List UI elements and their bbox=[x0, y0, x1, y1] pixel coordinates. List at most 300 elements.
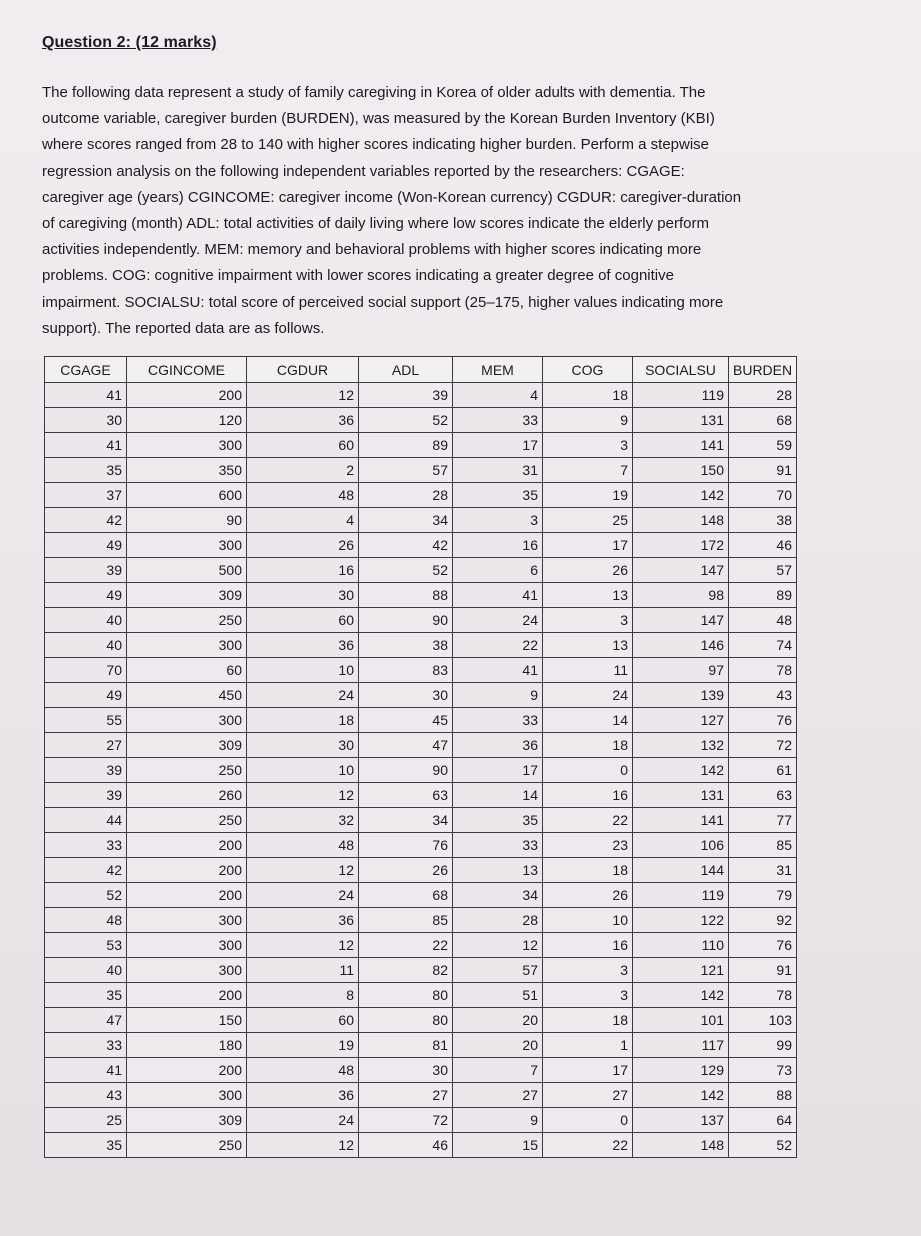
table-row bbox=[45, 558, 797, 583]
cell-mem: 4 bbox=[453, 383, 543, 408]
cell-burden: 63 bbox=[729, 783, 797, 808]
cell-burden: 88 bbox=[729, 1083, 797, 1108]
cell-mem: 33 bbox=[453, 833, 543, 858]
table-row bbox=[45, 458, 797, 483]
cell-socialsu: 148 bbox=[633, 508, 729, 533]
cell-cgincome: 300 bbox=[127, 533, 247, 558]
table-row bbox=[45, 908, 797, 933]
cell-socialsu: 119 bbox=[633, 383, 729, 408]
cell-socialsu: 121 bbox=[633, 958, 729, 983]
cell-mem: 15 bbox=[453, 1133, 543, 1158]
table-row bbox=[45, 1133, 797, 1158]
paragraph-line: problems. COG: cognitive impairment with lower scores indicating a greater degree of cognitive bbox=[42, 267, 674, 285]
cell-burden: 79 bbox=[729, 883, 797, 908]
cell-cgincome: 90 bbox=[127, 508, 247, 533]
cell-mem: 33 bbox=[453, 708, 543, 733]
cell-cgincome: 300 bbox=[127, 433, 247, 458]
cell-mem: 9 bbox=[453, 1108, 543, 1133]
cell-socialsu: 131 bbox=[633, 408, 729, 433]
cell-mem: 20 bbox=[453, 1008, 543, 1033]
cell-adl: 82 bbox=[359, 958, 453, 983]
cell-cog: 27 bbox=[543, 1083, 633, 1108]
table-row bbox=[45, 958, 797, 983]
cell-adl: 46 bbox=[359, 1133, 453, 1158]
table-row bbox=[45, 758, 797, 783]
paragraph-line: of caregiving (month) ADL: total activities of daily living where low scores indicate the elderly perform bbox=[42, 215, 709, 233]
cell-cgincome: 600 bbox=[127, 483, 247, 508]
cell-mem: 41 bbox=[453, 583, 543, 608]
cell-burden: 38 bbox=[729, 508, 797, 533]
cell-cgage: 52 bbox=[45, 883, 127, 908]
cell-cgdur: 48 bbox=[247, 483, 359, 508]
cell-cog: 3 bbox=[543, 433, 633, 458]
cell-mem: 35 bbox=[453, 808, 543, 833]
cell-cgdur: 48 bbox=[247, 1058, 359, 1083]
cell-cgage: 35 bbox=[45, 1133, 127, 1158]
cell-cgincome: 300 bbox=[127, 908, 247, 933]
cell-cgincome: 200 bbox=[127, 858, 247, 883]
cell-adl: 57 bbox=[359, 458, 453, 483]
cell-cgincome: 500 bbox=[127, 558, 247, 583]
column-header-cgincome: CGINCOME bbox=[127, 357, 247, 383]
cell-cgage: 53 bbox=[45, 933, 127, 958]
cell-burden: 52 bbox=[729, 1133, 797, 1158]
cell-cgdur: 30 bbox=[247, 733, 359, 758]
cell-cog: 26 bbox=[543, 558, 633, 583]
cell-cgdur: 10 bbox=[247, 758, 359, 783]
table-row bbox=[45, 858, 797, 883]
cell-cog: 0 bbox=[543, 758, 633, 783]
cell-cog: 11 bbox=[543, 658, 633, 683]
cell-cgdur: 36 bbox=[247, 908, 359, 933]
cell-cgdur: 2 bbox=[247, 458, 359, 483]
cell-cgage: 37 bbox=[45, 483, 127, 508]
cell-burden: 31 bbox=[729, 858, 797, 883]
paragraph-line: caregiver age (years) CGINCOME: caregiver income (Won-Korean currency) CGDUR: caregiver-duration bbox=[42, 188, 742, 206]
cell-adl: 80 bbox=[359, 1008, 453, 1033]
cell-socialsu: 142 bbox=[633, 758, 729, 783]
cell-mem: 27 bbox=[453, 1083, 543, 1108]
cell-cgage: 42 bbox=[45, 858, 127, 883]
cell-adl: 63 bbox=[359, 783, 453, 808]
cell-cog: 19 bbox=[543, 483, 633, 508]
cell-mem: 33 bbox=[453, 408, 543, 433]
cell-burden: 64 bbox=[729, 1108, 797, 1133]
cell-burden: 91 bbox=[729, 458, 797, 483]
cell-cgdur: 12 bbox=[247, 383, 359, 408]
cell-cgage: 55 bbox=[45, 708, 127, 733]
table-row bbox=[45, 583, 797, 608]
cell-cgage: 49 bbox=[45, 583, 127, 608]
column-header-mem: MEM bbox=[453, 357, 543, 383]
cell-socialsu: 101 bbox=[633, 1008, 729, 1033]
cell-burden: 85 bbox=[729, 833, 797, 858]
cell-cgdur: 24 bbox=[247, 883, 359, 908]
cell-cgincome: 300 bbox=[127, 933, 247, 958]
cell-cgdur: 60 bbox=[247, 1008, 359, 1033]
cell-cog: 26 bbox=[543, 883, 633, 908]
cell-burden: 28 bbox=[729, 383, 797, 408]
cell-cog: 22 bbox=[543, 808, 633, 833]
cell-cgincome: 200 bbox=[127, 1058, 247, 1083]
cell-burden: 78 bbox=[729, 658, 797, 683]
cell-cgincome: 300 bbox=[127, 708, 247, 733]
cell-cgage: 43 bbox=[45, 1083, 127, 1108]
cell-cog: 18 bbox=[543, 733, 633, 758]
cell-mem: 16 bbox=[453, 533, 543, 558]
cell-cgdur: 36 bbox=[247, 1083, 359, 1108]
cell-cgdur: 36 bbox=[247, 408, 359, 433]
cell-adl: 38 bbox=[359, 633, 453, 658]
table-row bbox=[45, 483, 797, 508]
cell-cgincome: 260 bbox=[127, 783, 247, 808]
cell-adl: 39 bbox=[359, 383, 453, 408]
cell-cgdur: 60 bbox=[247, 433, 359, 458]
cell-cgincome: 150 bbox=[127, 1008, 247, 1033]
cell-mem: 9 bbox=[453, 683, 543, 708]
cell-mem: 13 bbox=[453, 858, 543, 883]
cell-adl: 42 bbox=[359, 533, 453, 558]
cell-cgage: 40 bbox=[45, 608, 127, 633]
cell-cgincome: 300 bbox=[127, 633, 247, 658]
cell-burden: 43 bbox=[729, 683, 797, 708]
cell-burden: 99 bbox=[729, 1033, 797, 1058]
cell-cgdur: 24 bbox=[247, 683, 359, 708]
cell-cgage: 49 bbox=[45, 533, 127, 558]
cell-mem: 6 bbox=[453, 558, 543, 583]
cell-mem: 14 bbox=[453, 783, 543, 808]
cell-mem: 31 bbox=[453, 458, 543, 483]
cell-socialsu: 147 bbox=[633, 608, 729, 633]
cell-burden: 74 bbox=[729, 633, 797, 658]
cell-cgage: 27 bbox=[45, 733, 127, 758]
cell-cgage: 25 bbox=[45, 1108, 127, 1133]
cell-socialsu: 172 bbox=[633, 533, 729, 558]
cell-cog: 16 bbox=[543, 933, 633, 958]
cell-cgage: 40 bbox=[45, 633, 127, 658]
cell-socialsu: 142 bbox=[633, 983, 729, 1008]
cell-mem: 7 bbox=[453, 1058, 543, 1083]
cell-burden: 46 bbox=[729, 533, 797, 558]
table-row bbox=[45, 1033, 797, 1058]
cell-adl: 90 bbox=[359, 758, 453, 783]
cell-socialsu: 110 bbox=[633, 933, 729, 958]
cell-socialsu: 141 bbox=[633, 808, 729, 833]
cell-socialsu: 141 bbox=[633, 433, 729, 458]
cell-cgincome: 200 bbox=[127, 383, 247, 408]
question-paragraph bbox=[42, 80, 862, 342]
cell-mem: 3 bbox=[453, 508, 543, 533]
cell-socialsu: 117 bbox=[633, 1033, 729, 1058]
cell-socialsu: 97 bbox=[633, 658, 729, 683]
table-row bbox=[45, 1083, 797, 1108]
cell-cog: 9 bbox=[543, 408, 633, 433]
table-row bbox=[45, 408, 797, 433]
cell-cgdur: 11 bbox=[247, 958, 359, 983]
cell-socialsu: 131 bbox=[633, 783, 729, 808]
cell-cog: 25 bbox=[543, 508, 633, 533]
cell-burden: 77 bbox=[729, 808, 797, 833]
table-row bbox=[45, 733, 797, 758]
cell-socialsu: 122 bbox=[633, 908, 729, 933]
cell-mem: 17 bbox=[453, 758, 543, 783]
cell-cgdur: 24 bbox=[247, 1108, 359, 1133]
paragraph-line: impairment. SOCIALSU: total score of perceived social support (25–175, higher values indicating more bbox=[42, 293, 724, 311]
cell-cog: 23 bbox=[543, 833, 633, 858]
cell-burden: 78 bbox=[729, 983, 797, 1008]
cell-cgincome: 309 bbox=[127, 1108, 247, 1133]
cell-burden: 91 bbox=[729, 958, 797, 983]
cell-cgage: 30 bbox=[45, 408, 127, 433]
cell-cgage: 33 bbox=[45, 1033, 127, 1058]
cell-mem: 22 bbox=[453, 633, 543, 658]
cell-cgdur: 12 bbox=[247, 933, 359, 958]
cell-burden: 89 bbox=[729, 583, 797, 608]
cell-burden: 76 bbox=[729, 933, 797, 958]
cell-cgage: 39 bbox=[45, 558, 127, 583]
cell-adl: 30 bbox=[359, 1058, 453, 1083]
cell-cog: 18 bbox=[543, 1008, 633, 1033]
cell-cgincome: 200 bbox=[127, 883, 247, 908]
table-row bbox=[45, 808, 797, 833]
table-row bbox=[45, 683, 797, 708]
cell-socialsu: 119 bbox=[633, 883, 729, 908]
cell-adl: 28 bbox=[359, 483, 453, 508]
cell-mem: 57 bbox=[453, 958, 543, 983]
cell-cog: 18 bbox=[543, 383, 633, 408]
cell-cgdur: 10 bbox=[247, 658, 359, 683]
cell-adl: 45 bbox=[359, 708, 453, 733]
cell-burden: 103 bbox=[729, 1008, 797, 1033]
cell-cgdur: 48 bbox=[247, 833, 359, 858]
cell-adl: 52 bbox=[359, 558, 453, 583]
cell-cgdur: 19 bbox=[247, 1033, 359, 1058]
cell-cgdur: 16 bbox=[247, 558, 359, 583]
cell-burden: 92 bbox=[729, 908, 797, 933]
cell-cgincome: 250 bbox=[127, 1133, 247, 1158]
cell-cgincome: 350 bbox=[127, 458, 247, 483]
table-row bbox=[45, 633, 797, 658]
cell-adl: 52 bbox=[359, 408, 453, 433]
table-row bbox=[45, 1108, 797, 1133]
cell-adl: 27 bbox=[359, 1083, 453, 1108]
paragraph-line: regression analysis on the following independent variables reported by the researchers: CGAGE: bbox=[42, 162, 685, 180]
table-row bbox=[45, 708, 797, 733]
cell-cgincome: 309 bbox=[127, 583, 247, 608]
cell-cog: 0 bbox=[543, 1108, 633, 1133]
cell-socialsu: 132 bbox=[633, 733, 729, 758]
cell-cog: 14 bbox=[543, 708, 633, 733]
cell-cgage: 48 bbox=[45, 908, 127, 933]
cell-cgincome: 309 bbox=[127, 733, 247, 758]
cell-cog: 1 bbox=[543, 1033, 633, 1058]
column-header-cgage: CGAGE bbox=[45, 357, 127, 383]
cell-cgage: 41 bbox=[45, 1058, 127, 1083]
cell-adl: 30 bbox=[359, 683, 453, 708]
table-row bbox=[45, 1008, 797, 1033]
cell-adl: 90 bbox=[359, 608, 453, 633]
table-body bbox=[45, 383, 797, 1158]
cell-cog: 22 bbox=[543, 1133, 633, 1158]
cell-cgincome: 250 bbox=[127, 808, 247, 833]
cell-mem: 12 bbox=[453, 933, 543, 958]
cell-burden: 73 bbox=[729, 1058, 797, 1083]
cell-cog: 24 bbox=[543, 683, 633, 708]
paragraph-line: The following data represent a study of family caregiving in Korea of older adults with dementia. The bbox=[42, 84, 706, 101]
table-row bbox=[45, 983, 797, 1008]
cell-mem: 17 bbox=[453, 433, 543, 458]
cell-socialsu: 144 bbox=[633, 858, 729, 883]
cell-cgdur: 60 bbox=[247, 608, 359, 633]
cell-cgincome: 250 bbox=[127, 758, 247, 783]
cell-cgage: 49 bbox=[45, 683, 127, 708]
cell-cgdur: 36 bbox=[247, 633, 359, 658]
cell-cgage: 40 bbox=[45, 958, 127, 983]
cell-cog: 13 bbox=[543, 583, 633, 608]
cell-cog: 10 bbox=[543, 908, 633, 933]
cell-cgdur: 32 bbox=[247, 808, 359, 833]
cell-adl: 88 bbox=[359, 583, 453, 608]
cell-cgincome: 250 bbox=[127, 608, 247, 633]
cell-cgdur: 30 bbox=[247, 583, 359, 608]
cell-cgincome: 60 bbox=[127, 658, 247, 683]
cell-cgage: 47 bbox=[45, 1008, 127, 1033]
cell-cgincome: 180 bbox=[127, 1033, 247, 1058]
cell-cgdur: 26 bbox=[247, 533, 359, 558]
cell-socialsu: 142 bbox=[633, 483, 729, 508]
table-row bbox=[45, 608, 797, 633]
cell-cgage: 42 bbox=[45, 508, 127, 533]
cell-burden: 68 bbox=[729, 408, 797, 433]
cell-cgdur: 12 bbox=[247, 1133, 359, 1158]
cell-cog: 3 bbox=[543, 958, 633, 983]
table-row bbox=[45, 933, 797, 958]
cell-cgdur: 12 bbox=[247, 858, 359, 883]
cell-cgdur: 4 bbox=[247, 508, 359, 533]
cell-cgincome: 200 bbox=[127, 983, 247, 1008]
cell-cog: 3 bbox=[543, 608, 633, 633]
cell-cog: 17 bbox=[543, 533, 633, 558]
table-row bbox=[45, 383, 797, 408]
cell-burden: 59 bbox=[729, 433, 797, 458]
cell-mem: 24 bbox=[453, 608, 543, 633]
cell-cgage: 44 bbox=[45, 808, 127, 833]
cell-cog: 17 bbox=[543, 1058, 633, 1083]
cell-socialsu: 148 bbox=[633, 1133, 729, 1158]
column-header-adl: ADL bbox=[359, 357, 453, 383]
cell-cgage: 35 bbox=[45, 983, 127, 1008]
cell-burden: 70 bbox=[729, 483, 797, 508]
cell-adl: 26 bbox=[359, 858, 453, 883]
cell-cgincome: 450 bbox=[127, 683, 247, 708]
cell-adl: 47 bbox=[359, 733, 453, 758]
cell-cog: 3 bbox=[543, 983, 633, 1008]
cell-socialsu: 142 bbox=[633, 1083, 729, 1108]
cell-socialsu: 137 bbox=[633, 1108, 729, 1133]
cell-socialsu: 150 bbox=[633, 458, 729, 483]
cell-adl: 22 bbox=[359, 933, 453, 958]
cell-adl: 85 bbox=[359, 908, 453, 933]
cell-cog: 18 bbox=[543, 858, 633, 883]
cell-adl: 34 bbox=[359, 808, 453, 833]
cell-socialsu: 106 bbox=[633, 833, 729, 858]
cell-adl: 81 bbox=[359, 1033, 453, 1058]
cell-adl: 80 bbox=[359, 983, 453, 1008]
paragraph-line: outcome variable, caregiver burden (BURDEN), was measured by the Korean Burden Inventory (KBI) bbox=[42, 110, 715, 128]
cell-adl: 34 bbox=[359, 508, 453, 533]
cell-burden: 48 bbox=[729, 608, 797, 633]
table-row bbox=[45, 658, 797, 683]
cell-mem: 28 bbox=[453, 908, 543, 933]
cell-cgage: 70 bbox=[45, 658, 127, 683]
paragraph-line: activities independently. MEM: memory and behavioral problems with higher scores indicating more bbox=[42, 241, 702, 259]
data-table bbox=[44, 356, 797, 1158]
cell-cog: 16 bbox=[543, 783, 633, 808]
cell-mem: 36 bbox=[453, 733, 543, 758]
cell-socialsu: 98 bbox=[633, 583, 729, 608]
table-row bbox=[45, 533, 797, 558]
column-header-burden: BURDEN bbox=[729, 357, 797, 383]
cell-mem: 35 bbox=[453, 483, 543, 508]
table-row bbox=[45, 433, 797, 458]
column-header-cog: COG bbox=[543, 357, 633, 383]
cell-cgage: 39 bbox=[45, 783, 127, 808]
paragraph-line: support). The reported data are as follows. bbox=[42, 319, 325, 337]
cell-mem: 41 bbox=[453, 658, 543, 683]
cell-adl: 76 bbox=[359, 833, 453, 858]
column-header-socialsu: SOCIALSU bbox=[633, 357, 729, 383]
column-header-cgdur: CGDUR bbox=[247, 357, 359, 383]
cell-cgdur: 12 bbox=[247, 783, 359, 808]
cell-cgincome: 200 bbox=[127, 833, 247, 858]
cell-burden: 57 bbox=[729, 558, 797, 583]
cell-cgincome: 300 bbox=[127, 1083, 247, 1108]
cell-adl: 72 bbox=[359, 1108, 453, 1133]
table-row bbox=[45, 833, 797, 858]
cell-socialsu: 147 bbox=[633, 558, 729, 583]
cell-socialsu: 129 bbox=[633, 1058, 729, 1083]
cell-adl: 83 bbox=[359, 658, 453, 683]
table-row bbox=[45, 883, 797, 908]
cell-cgage: 33 bbox=[45, 833, 127, 858]
cell-adl: 89 bbox=[359, 433, 453, 458]
cell-cgage: 35 bbox=[45, 458, 127, 483]
cell-mem: 34 bbox=[453, 883, 543, 908]
cell-adl: 68 bbox=[359, 883, 453, 908]
cell-burden: 72 bbox=[729, 733, 797, 758]
cell-cgage: 41 bbox=[45, 383, 127, 408]
paragraph-line: where scores ranged from 28 to 140 with higher scores indicating higher burden. Perform a stepwise bbox=[42, 136, 710, 154]
cell-socialsu: 127 bbox=[633, 708, 729, 733]
cell-cgage: 39 bbox=[45, 758, 127, 783]
cell-mem: 51 bbox=[453, 983, 543, 1008]
cell-cgdur: 8 bbox=[247, 983, 359, 1008]
cell-cog: 7 bbox=[543, 458, 633, 483]
table-row bbox=[45, 783, 797, 808]
cell-cgage: 41 bbox=[45, 433, 127, 458]
cell-cog: 13 bbox=[543, 633, 633, 658]
cell-burden: 61 bbox=[729, 758, 797, 783]
table-row bbox=[45, 1058, 797, 1083]
cell-cgincome: 120 bbox=[127, 408, 247, 433]
cell-burden: 76 bbox=[729, 708, 797, 733]
cell-mem: 20 bbox=[453, 1033, 543, 1058]
cell-cgdur: 18 bbox=[247, 708, 359, 733]
cell-socialsu: 146 bbox=[633, 633, 729, 658]
question-heading: Question 2: (12 marks) bbox=[42, 34, 217, 51]
cell-cgincome: 300 bbox=[127, 958, 247, 983]
table-row bbox=[45, 508, 797, 533]
